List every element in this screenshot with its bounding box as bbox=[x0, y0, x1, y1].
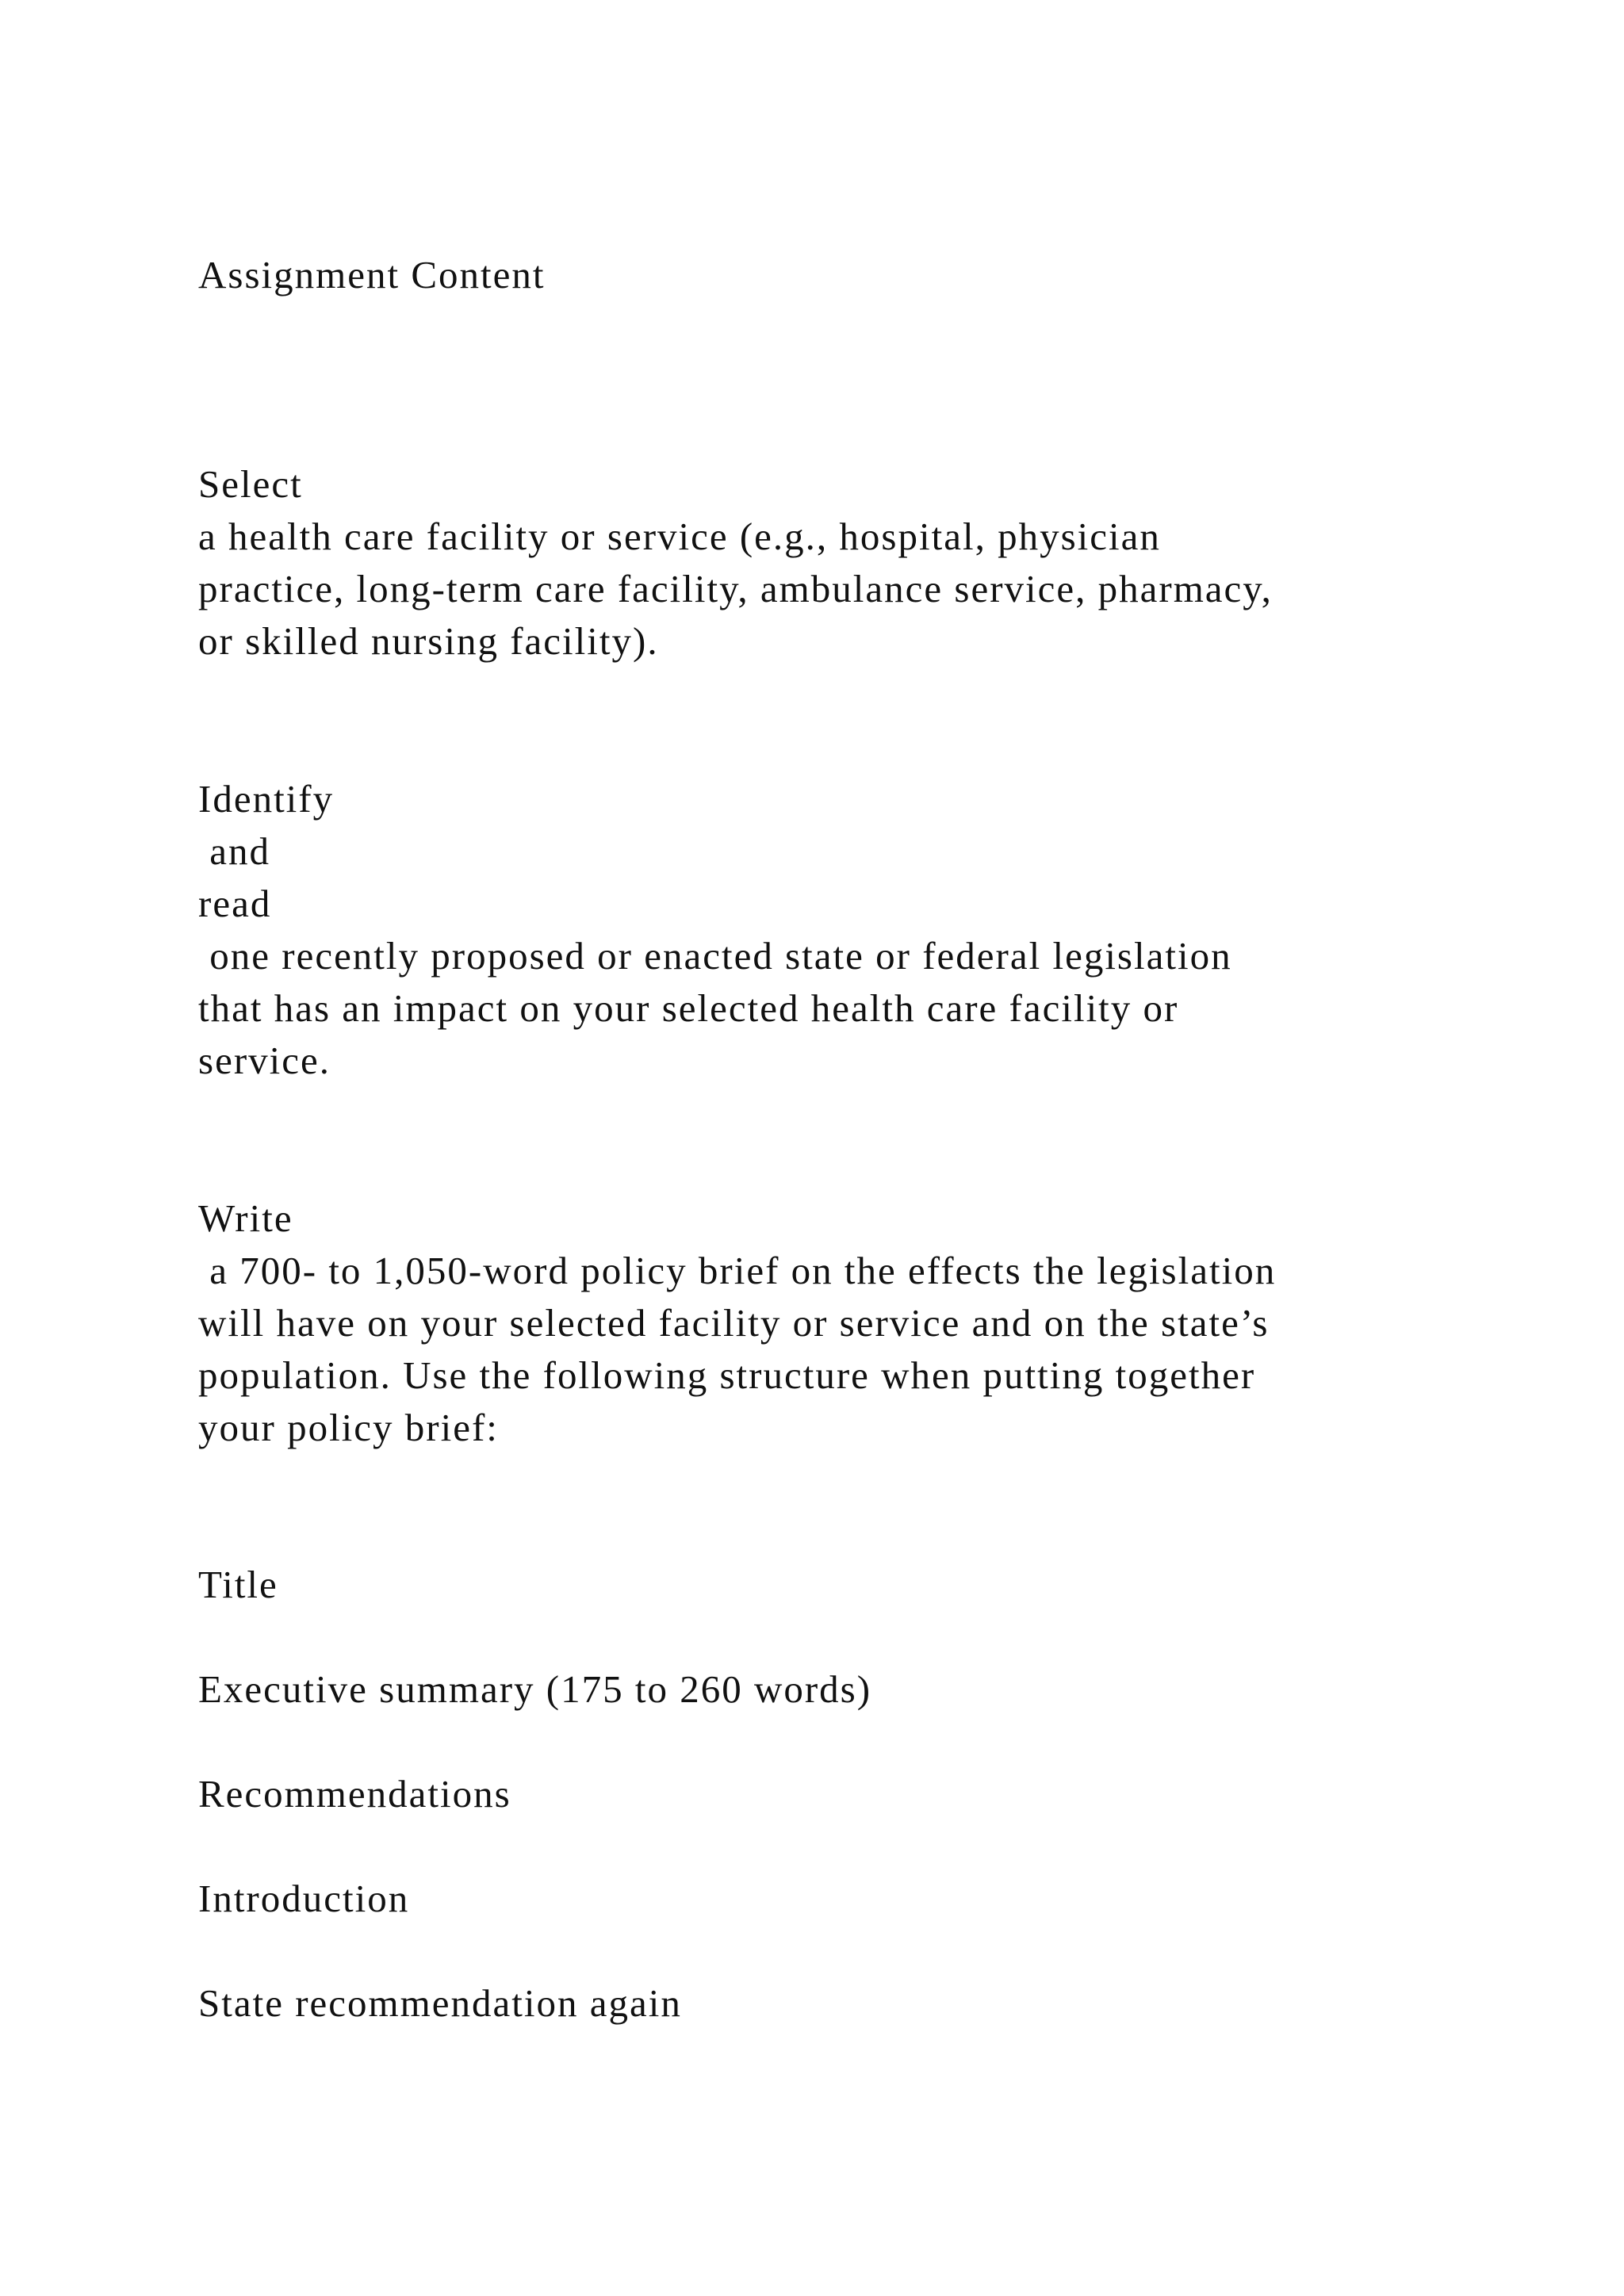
structure-item-executive-summary: Executive summary (175 to 260 words) bbox=[198, 1667, 872, 1711]
select-instruction-line: practice, long-term care facility, ambulance service, pharmacy, bbox=[198, 567, 1273, 610]
select-instruction-line: or skilled nursing facility). bbox=[198, 619, 659, 663]
identify-instruction-verb: Identify bbox=[198, 777, 335, 821]
write-instruction-line: a 700- to 1,050-word policy brief on the effects the legislation bbox=[198, 1249, 1277, 1292]
write-instruction-line: your policy brief: bbox=[198, 1406, 499, 1449]
identify-instruction-line: service. bbox=[198, 1039, 331, 1082]
structure-item-state-recommendation: State recommendation again bbox=[198, 1981, 682, 2025]
structure-item-introduction: Introduction bbox=[198, 1877, 410, 1920]
identify-instruction-line: and bbox=[198, 829, 270, 873]
select-instruction-line: a health care facility or service (e.g., hospital, physician bbox=[198, 515, 1161, 558]
select-instruction-verb: Select bbox=[198, 462, 303, 506]
structure-item-title: Title bbox=[198, 1563, 278, 1606]
structure-item-recommendations: Recommendations bbox=[198, 1772, 511, 1816]
page-heading: Assignment Content bbox=[198, 253, 546, 297]
identify-instruction-line: that has an impact on your selected health care facility or bbox=[198, 986, 1179, 1030]
write-instruction-line: will have on your selected facility or service and on the state’s bbox=[198, 1301, 1270, 1345]
write-instruction-verb: Write bbox=[198, 1196, 293, 1240]
identify-instruction-line: one recently proposed or enacted state or federal legislation bbox=[198, 934, 1232, 978]
identify-instruction-line: read bbox=[198, 882, 272, 925]
write-instruction-line: population. Use the following structure when putting together bbox=[198, 1353, 1256, 1397]
